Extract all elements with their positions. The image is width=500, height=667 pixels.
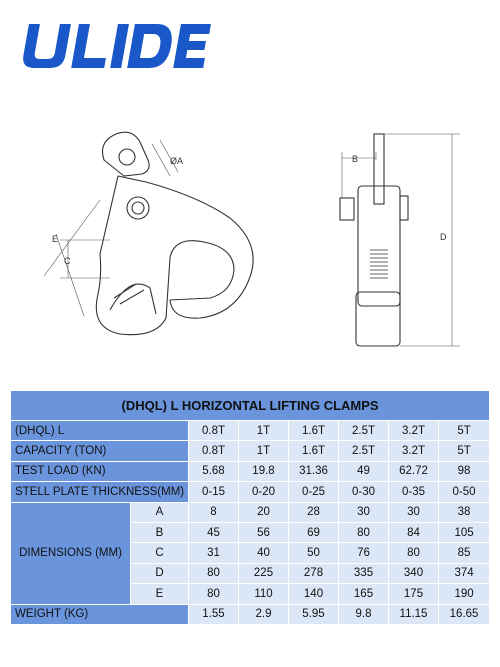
table-cell: 5T — [439, 441, 490, 461]
table-cell: 1.55 — [189, 604, 239, 624]
table-cell: 1.6T — [289, 441, 339, 461]
table-cell: 20 — [239, 502, 289, 522]
table-cell: 40 — [239, 543, 289, 563]
clamp-body-outline — [96, 176, 253, 335]
dim-label-b: B — [352, 154, 359, 164]
table-cell: 190 — [439, 584, 490, 604]
table-cell: 31 — [189, 543, 239, 563]
table-cell: 0-25 — [289, 482, 339, 502]
table-row — [11, 482, 490, 502]
table-cell: 335 — [339, 563, 389, 583]
table-cell: 1.6T — [289, 421, 339, 441]
table-cell: 28 — [289, 502, 339, 522]
table-cell: 0.8T — [189, 421, 239, 441]
table-cell: 30 — [389, 502, 439, 522]
table-row — [11, 441, 490, 461]
dimension-sub-label: A — [131, 502, 189, 522]
table-cell: 62.72 — [389, 461, 439, 481]
table-cell: 50 — [289, 543, 339, 563]
table-cell: 1T — [239, 441, 289, 461]
table-cell: 1T — [239, 421, 289, 441]
table-title: (DHQL) L HORIZONTAL LIFTING CLAMPS — [11, 391, 490, 421]
dimension-sub-label: E — [131, 584, 189, 604]
table-cell: 0-20 — [239, 482, 289, 502]
table-cell: 80 — [189, 563, 239, 583]
dimension-sub-label: C — [131, 543, 189, 563]
table-cell: 165 — [339, 584, 389, 604]
row-label: TEST LOAD (KN) — [11, 461, 189, 481]
table-row — [11, 502, 490, 522]
dim-label-e: E — [52, 234, 59, 244]
table-cell: 38 — [439, 502, 490, 522]
table-cell: 2.9 — [239, 604, 289, 624]
row-label: (DHQL) L — [11, 421, 189, 441]
table-cell: 340 — [389, 563, 439, 583]
pivot-pin — [127, 197, 149, 219]
table-cell: 105 — [439, 522, 490, 542]
table-cell: 8 — [189, 502, 239, 522]
table-cell: 69 — [289, 522, 339, 542]
spec-table — [10, 390, 490, 625]
table-cell: 30 — [339, 502, 389, 522]
table-cell: 49 — [339, 461, 389, 481]
table-cell: 374 — [439, 563, 490, 583]
table-cell: 9.8 — [339, 604, 389, 624]
table-cell: 0-15 — [189, 482, 239, 502]
clamp-shackle-outline — [103, 132, 150, 176]
table-cell: 0-50 — [439, 482, 490, 502]
dim-label-d: D — [440, 232, 447, 242]
table-cell: 80 — [389, 543, 439, 563]
dimensions-label: DIMENSIONS (MM) — [11, 502, 131, 604]
row-label: WEIGHT (KG) — [11, 604, 189, 624]
table-cell: 85 — [439, 543, 490, 563]
table-cell: 0.8T — [189, 441, 239, 461]
table-cell: 80 — [189, 584, 239, 604]
row-label: CAPACITY (TON) — [11, 441, 189, 461]
table-cell: 175 — [389, 584, 439, 604]
dimension-sub-label: B — [131, 522, 189, 542]
table-cell: 56 — [239, 522, 289, 542]
table-cell: 76 — [339, 543, 389, 563]
registered-mark: ® — [188, 23, 197, 35]
table-cell: 278 — [289, 563, 339, 583]
table-cell: 2.5T — [339, 441, 389, 461]
table-cell: 110 — [239, 584, 289, 604]
dim-label-c: C — [64, 256, 71, 266]
table-cell: 0-30 — [339, 482, 389, 502]
table-cell: 98 — [439, 461, 490, 481]
table-cell: 19.8 — [239, 461, 289, 481]
table-cell: 80 — [339, 522, 389, 542]
table-title-row — [11, 391, 490, 421]
side-view-lug — [374, 134, 384, 204]
side-view-jaw — [356, 292, 400, 346]
table-row — [11, 421, 490, 441]
table-cell: 3.2T — [389, 421, 439, 441]
table-cell: 84 — [389, 522, 439, 542]
dimension-sub-label: D — [131, 563, 189, 583]
dim-label-a: ØA — [170, 156, 184, 166]
clamp-technical-drawing — [0, 100, 500, 370]
table-row — [11, 461, 490, 481]
table-cell: 11.15 — [389, 604, 439, 624]
table-cell: 0-35 — [389, 482, 439, 502]
table-cell: 225 — [239, 563, 289, 583]
ulide-logo — [20, 18, 195, 73]
table-cell: 45 — [189, 522, 239, 542]
table-row — [11, 604, 490, 624]
row-label: STELL PLATE THICKNESS(MM) — [11, 482, 189, 502]
table-cell: 16.65 — [439, 604, 490, 624]
table-cell: 5.95 — [289, 604, 339, 624]
table-cell: 2.5T — [339, 421, 389, 441]
shackle-eye — [119, 149, 135, 165]
table-cell: 31.36 — [289, 461, 339, 481]
table-cell: 3.2T — [389, 441, 439, 461]
table-cell: 5T — [439, 421, 490, 441]
table-cell: 5.68 — [189, 461, 239, 481]
table-cell: 140 — [289, 584, 339, 604]
